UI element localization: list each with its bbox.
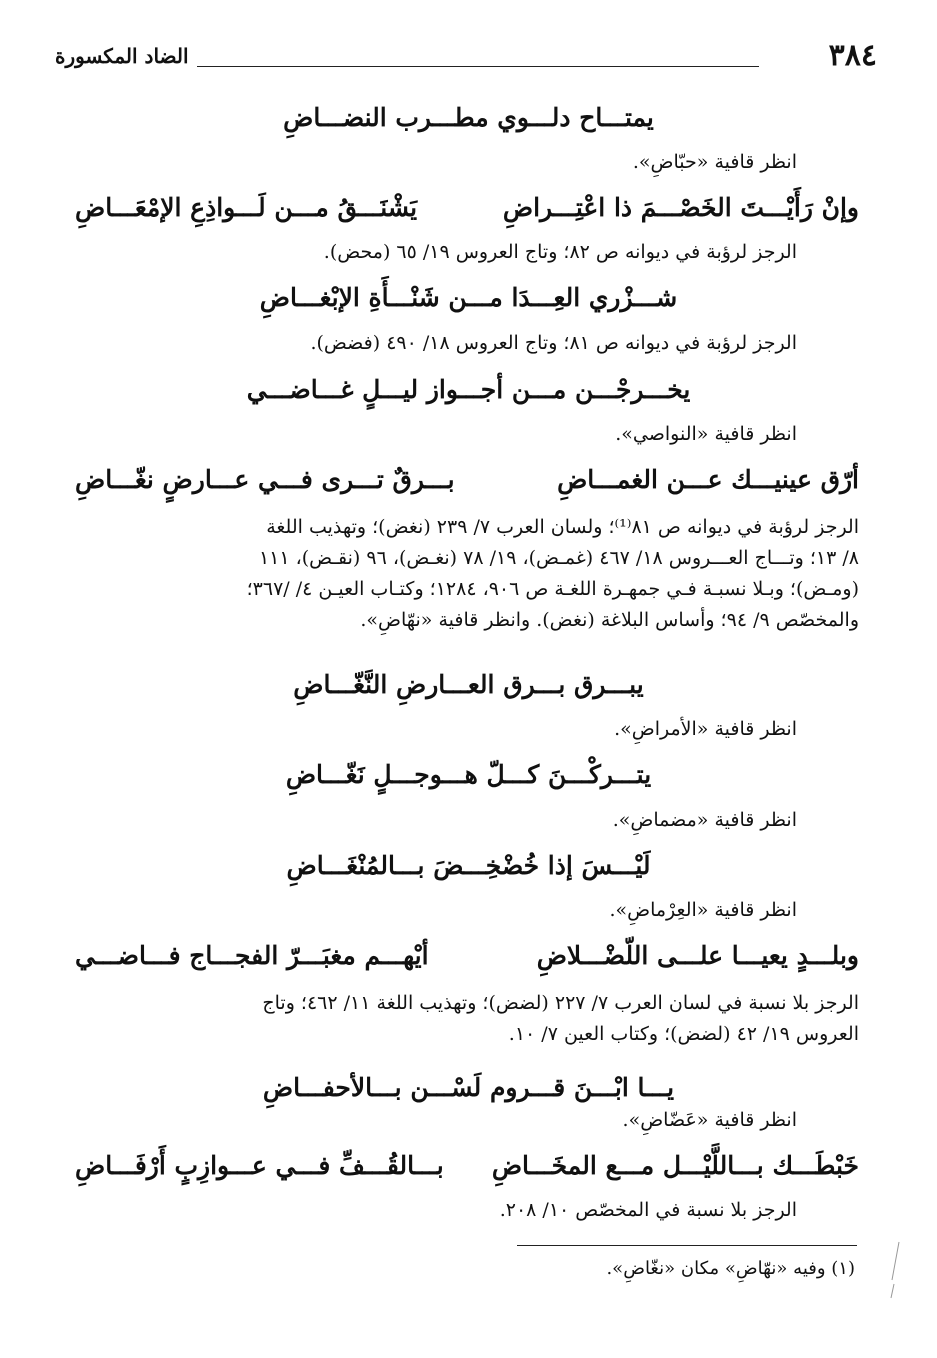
paragraph-line: والمخصّص ٩/ ٩٤؛ وأساس البلاغة (نغض). وانظر قافية «نهّاضِ». <box>360 609 859 631</box>
verse-second-hemistich: يَشْنَـــقُ مـــن لَـــواذِعِ الإمْعَـــاضِ <box>75 193 418 222</box>
running-title: الضاد المكسورة <box>55 44 189 68</box>
verse: شـــزْري العِـــدَا مـــن شَنْـــأَةِ الإبْغـــاضِ <box>259 283 678 312</box>
paragraph-line: الرجز لرؤبة في ديوانه ص ٨١⁽¹⁾؛ ولسان العرب ٧/ ٢٣٩ (نغض)؛ وتهذيب اللغة <box>266 516 859 538</box>
verse-second-hemistich: بـــرقٌ تـــرى فـــي عـــارضٍ نغّـــاضِ <box>75 465 455 494</box>
verse: لَيْـــسَ إذا خُضْخِـــضَ بـــالمُنْغَـــاضِ <box>286 851 651 880</box>
citation-paragraph <box>78 988 859 1050</box>
paragraph-line: (ومـض)؛ وبـلا نسبـة فـي جمهـرة اللغـة ص ٩٠٦، ١٢٨٤؛ وكتـاب العيـن ٤/ /٣٦٧؛ <box>246 578 859 600</box>
paragraph-line: ٨/ ١٣؛ وتـــاج العـــروس ١٨/ ٤٦٧ (غمـض)، ١٩/ ٧٨ (نغـض)، ٩٦ (نقـض)، ١١١ <box>258 547 859 569</box>
paragraph-line: العروس ١٩/ ٤٢ (لضض)؛ وكتاب العين ٧/ ١٠. <box>508 1023 859 1045</box>
note: انظر قافية «عَضّاضِ». <box>622 1109 797 1131</box>
margin-pencil-mark <box>888 1240 902 1300</box>
footnote-rule <box>517 1245 857 1246</box>
verse-second-hemistich: أيْهـــم مغبَـــرّ الفجـــاج فـــاضـــي <box>75 941 429 970</box>
verse-first-hemistich: وبلـــدٍ يعيـــا علـــى اللّضْـــلاضِ <box>536 941 859 970</box>
verse: يخـــرجْـــن مـــن أجـــواز ليـــلٍ غـــاضـــي <box>246 375 691 404</box>
verse: يبـــرق بـــرق العـــارضِ النَّغّـــاضِ <box>293 670 644 699</box>
note: انظر قافية «العِرْماضِ». <box>609 899 797 921</box>
verse-first-hemistich: وإنْ رَأَيْـــتَ الخَصْـــمَ ذا اعْتِـــراضِ <box>502 193 859 222</box>
citation-paragraph <box>78 512 859 636</box>
note: الرجز لرؤبة في ديوانه ص ٨٢؛ وتاج العروس ١٩/ ٦٥ (محض). <box>323 241 797 263</box>
verse-second-hemistich: بـــالقُـــفِّ فـــي عـــوازِبٍ أَرْفَـــاضِ <box>75 1151 444 1180</box>
note: انظر قافية «النواصي». <box>615 423 797 445</box>
verse: يمتـــاح دلـــوي مطـــرب النضـــاضِ <box>283 103 654 132</box>
paragraph-line: الرجز بلا نسبة في لسان العرب ٧/ ٢٢٧ (لضض)؛ وتهذيب اللغة ١١/ ٤٦٢؛ وتاج <box>262 992 859 1014</box>
note: الرجز لرؤبة في ديوانه ص ٨١؛ وتاج العروس ١٨/ ٤٩٠ (فضض). <box>310 332 797 354</box>
note: انظر قافية «حبّاضِ». <box>632 151 797 173</box>
page-header <box>55 38 877 74</box>
note: الرجز بلا نسبة في المخصّص ١٠/ ٢٠٨. <box>499 1199 797 1221</box>
verse: يتـــركْـــنَ كـــلّ هـــوجـــلٍ نَغّـــاضِ <box>285 760 652 789</box>
note: انظر قافية «مضماضِ». <box>612 809 797 831</box>
header-rule <box>197 66 759 67</box>
verse-first-hemistich: أرّق عينيـــك عـــن الغمـــاضِ <box>557 465 859 494</box>
page-number: ٣٨٤ <box>828 38 877 73</box>
verse: يـــا ابْـــنَ قـــروم لَسْـــن بـــالأحفـــاضِ <box>262 1073 675 1102</box>
verse-first-hemistich: خَبْطَـــك بـــاللَّيْـــل مـــع المخَـــاضِ <box>491 1151 859 1180</box>
note: انظر قافية «الأمراضِ». <box>614 718 797 740</box>
footnote: (١) وفيه «نهّاضِ» مكان «نغّاضِ». <box>606 1258 855 1279</box>
